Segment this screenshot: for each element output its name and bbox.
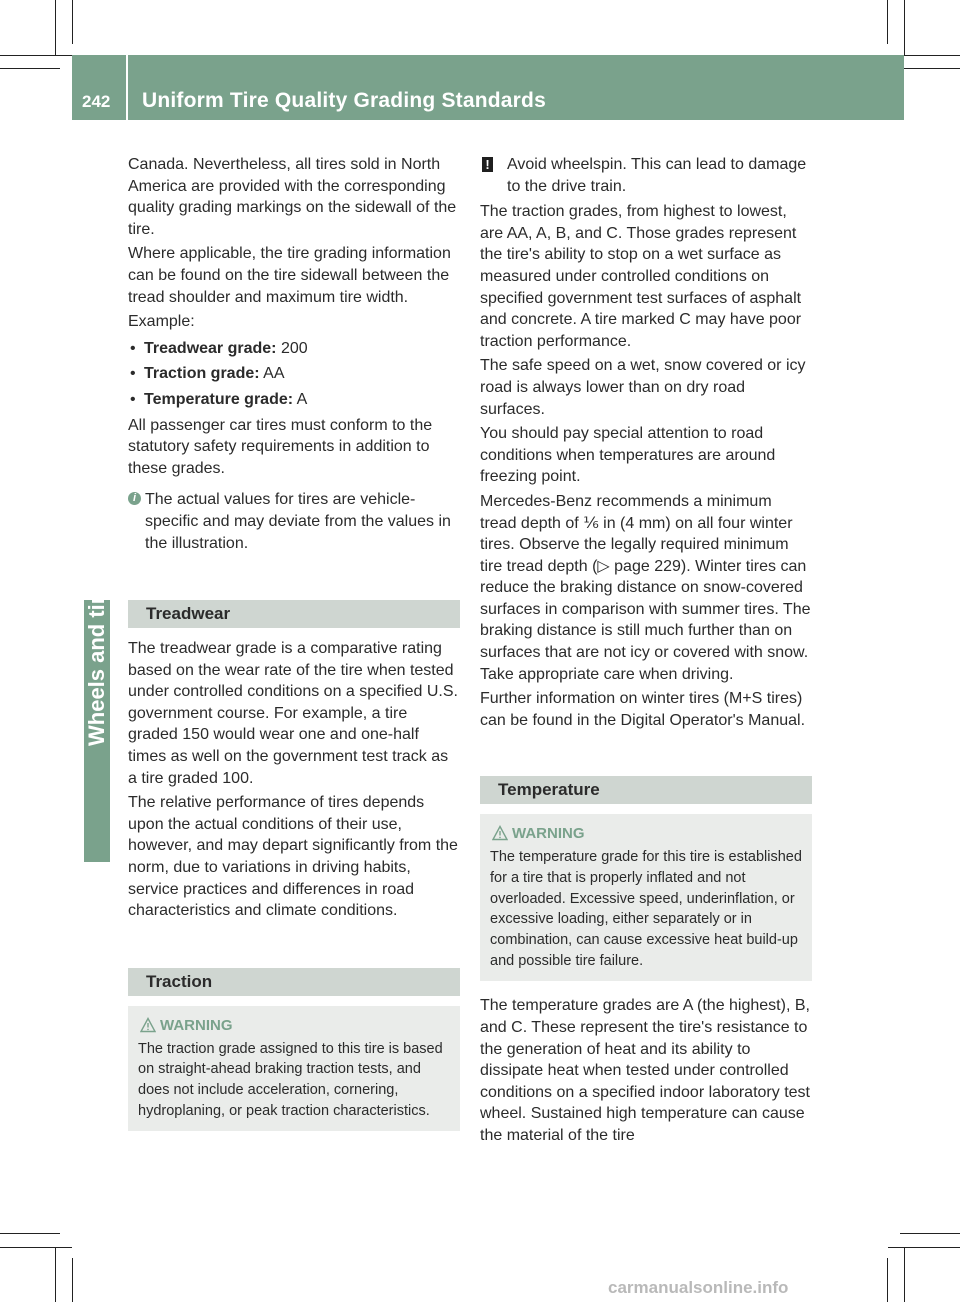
treadwear-paragraph-1: The treadwear grade is a comparative rating based on the wear rate of the tire when tested under controlled conditions on a specified U.S. government course. For example, a tire graded 150 would wear one and one-half times as well on the government test track as a tire graded 100. bbox=[128, 640, 458, 787]
page-number: 242 bbox=[82, 92, 111, 111]
where-paragraph: Where applicable, the tire grading information can be found on the tire sidewall between the tread shoulder and maximum tire width. bbox=[128, 245, 451, 306]
crop-mark bbox=[904, 1247, 905, 1302]
warning-title-text: WARNING bbox=[160, 1016, 233, 1034]
list-item bbox=[128, 338, 460, 360]
section-heading-temperature: Temperature bbox=[480, 776, 812, 804]
left-column bbox=[128, 154, 460, 1145]
bullet-label: Temperature grade: bbox=[144, 390, 294, 408]
bullet-label: Traction grade: bbox=[144, 365, 260, 383]
conform-paragraph: All passenger car tires must conform to the statutory safety requirements in addition to these grades. bbox=[128, 416, 433, 477]
bullet-value: A bbox=[293, 390, 308, 408]
winter-tires-paragraph: Further information on winter tires (M+S tires) can be found in the Digital Operator's Manual. bbox=[480, 690, 806, 729]
warning-title-text: WARNING bbox=[512, 825, 585, 843]
info-text: The actual values for tires are vehicle-specific and may deviate from the values in the illustration. bbox=[145, 491, 451, 552]
temperature-grades-paragraph: The temperature grades are A (the highest), B, and C. These represent the tire's resistance to the generation of heat and its ability to dissipate heat when tested under controlled conditions on a specified indoor laboratory test wheel. Sustained high temperature can cause the material of the tire bbox=[480, 997, 810, 1144]
page-title: Uniform Tire Quality Grading Standards bbox=[142, 89, 546, 112]
bullet-value: AA bbox=[259, 365, 285, 383]
crop-mark bbox=[904, 55, 960, 56]
tread-depth-text-b: ). Winter tires can reduce the braking distance on snow-covered surfaces in comparison with summer tires. The braking distance is still much further than on surfaces that are not icy or covered with snow. Take appropriate care when driving. bbox=[480, 557, 811, 683]
section-heading-treadwear: Treadwear bbox=[128, 600, 460, 628]
bullet-value: 200 bbox=[276, 339, 308, 357]
warning-title bbox=[138, 1016, 450, 1037]
crop-mark bbox=[0, 68, 60, 69]
crop-mark bbox=[904, 0, 905, 56]
list-item bbox=[128, 389, 460, 411]
list-item bbox=[128, 363, 460, 385]
warning-text: The temperature grade for this tire is established for a tire that is properly inflated and not overloaded. Excessive speed, underinflation, or excessive loading, either separately or in combination, can cause excessive heat build-up and possible tire failure. bbox=[490, 849, 802, 969]
crop-mark bbox=[55, 0, 56, 56]
crop-mark bbox=[887, 0, 888, 44]
crop-mark bbox=[0, 1233, 60, 1234]
watermark: carmanualsonline.info bbox=[608, 1278, 789, 1297]
temperature-warning-box bbox=[480, 814, 812, 981]
crop-mark bbox=[887, 1258, 888, 1302]
warning-triangle-icon bbox=[492, 825, 508, 841]
page-reference-link[interactable]: ▷ page 229 bbox=[597, 557, 681, 575]
crop-mark bbox=[0, 1247, 72, 1248]
exclamation-icon: ! bbox=[482, 157, 493, 172]
warning-text: The traction grade assigned to this tire is based on straight-ahead braking traction tests, and does not include acceleration, cornering, hydroplaning, or peak traction characteristics. bbox=[138, 1040, 443, 1119]
crop-mark bbox=[72, 1258, 73, 1302]
crop-mark bbox=[900, 68, 960, 69]
bullet-label: Treadwear grade: bbox=[144, 339, 277, 357]
warning-title bbox=[490, 824, 802, 845]
info-icon: i bbox=[128, 492, 141, 505]
right-column bbox=[480, 154, 812, 1150]
crop-mark bbox=[55, 1247, 56, 1302]
header-divider bbox=[126, 55, 128, 120]
traction-warning-box bbox=[128, 1006, 460, 1132]
crop-mark bbox=[72, 0, 73, 44]
sidebar-label-text: Wheels and tires bbox=[84, 571, 109, 746]
warning-triangle-icon bbox=[140, 1017, 156, 1033]
notice-text: Avoid wheelspin. This can lead to damage to the drive train. bbox=[507, 156, 807, 195]
crop-mark bbox=[888, 1247, 960, 1248]
info-note bbox=[128, 489, 460, 554]
example-label: Example: bbox=[128, 313, 195, 331]
treadwear-paragraph-2: The relative performance of tires depends upon the actual conditions of their use, however, and may depart significantly from the norm, due to variations in driving habits, service practices and differences in road characteristics and climate conditions. bbox=[128, 794, 458, 920]
section-heading-traction: Traction bbox=[128, 968, 460, 996]
safe-speed-paragraph: The safe speed on a wet, snow covered or icy road is always lower than on dry road surfaces. bbox=[480, 357, 806, 418]
tread-depth-text-a: Mercedes-Benz recommends a minimum tread depth of ⅙ in (4 mm) on all four winter tires. Observe the legally required minimum tire tread depth ( bbox=[480, 492, 793, 575]
tread-depth-paragraph bbox=[480, 491, 812, 685]
attention-paragraph: You should pay special attention to road conditions when temperatures are around freezing point. bbox=[480, 425, 776, 486]
crop-mark bbox=[0, 55, 72, 56]
intro-paragraph: Canada. Nevertheless, all tires sold in North America are provided with the corresponding quality grading markings on the sidewall of the tire. bbox=[128, 156, 457, 238]
notice bbox=[480, 154, 812, 197]
traction-grades-paragraph: The traction grades, from highest to lowest, are AA, A, B, and C. Those grades represent the tire's ability to stop on a wet surface as measured under controlled conditions on specified government test surfaces of asphalt and concrete. A tire marked C may have poor traction performance. bbox=[480, 203, 802, 350]
crop-mark bbox=[900, 1233, 960, 1234]
